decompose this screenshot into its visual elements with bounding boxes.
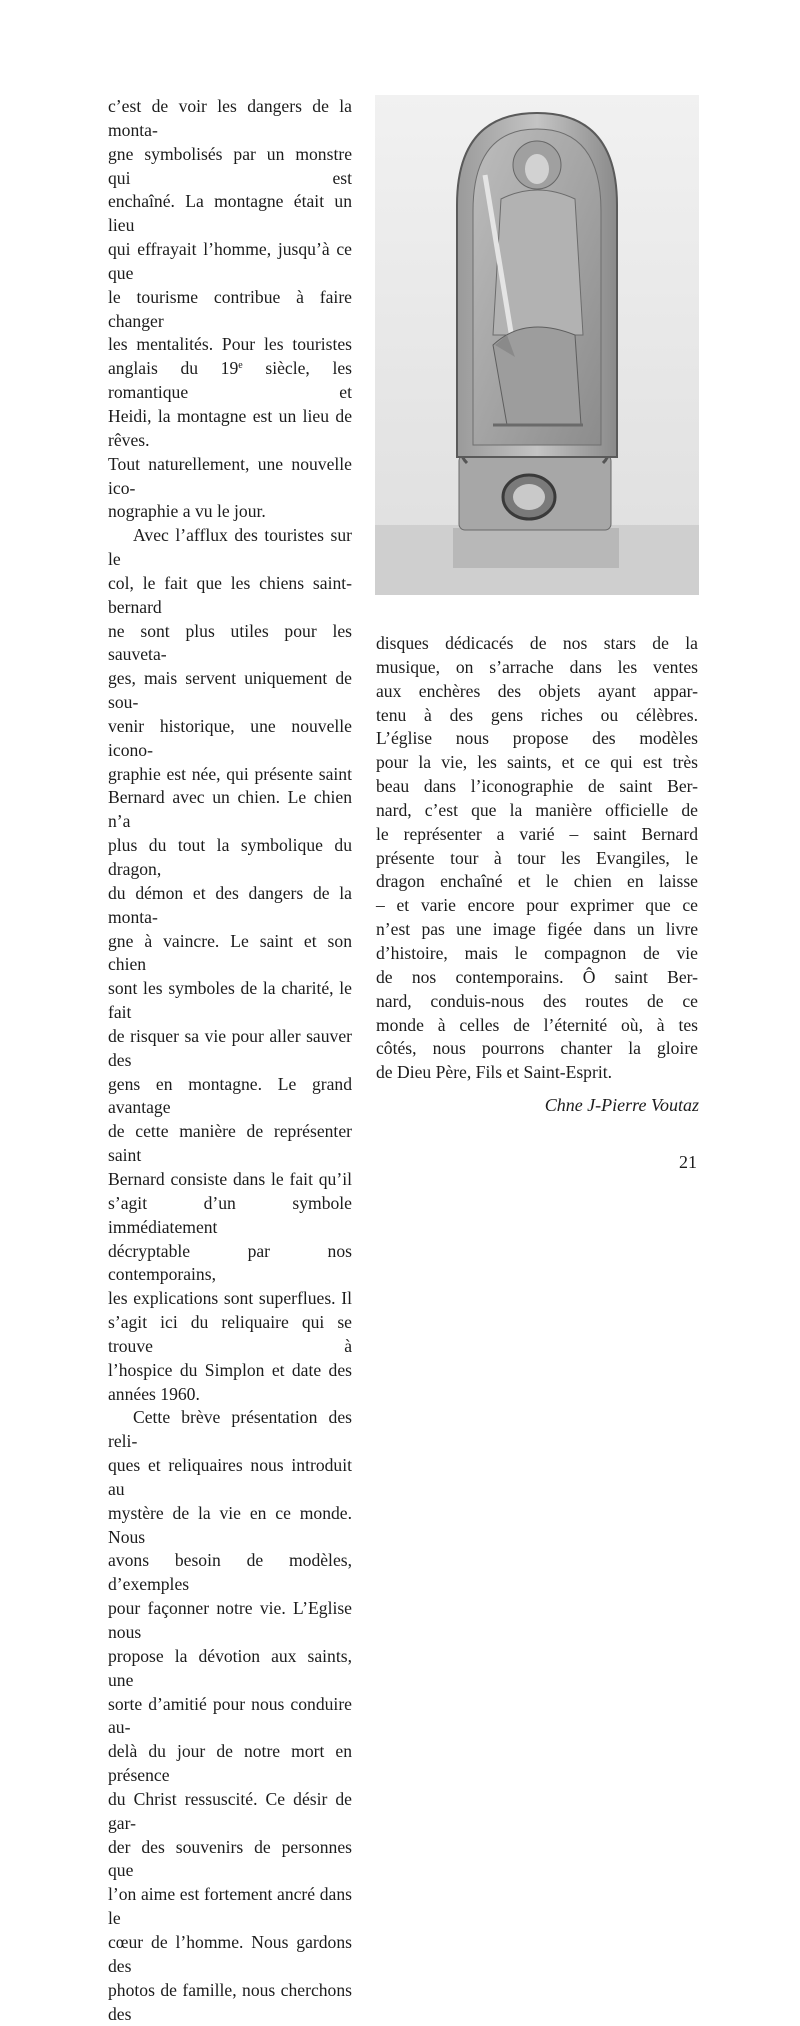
text-line: c’est de voir les dangers de la monta- bbox=[108, 96, 352, 140]
text-line: gne à vaincre. Le saint et son chien bbox=[108, 930, 352, 975]
text-line: l’on aime est fortement ancré dans le bbox=[108, 1884, 352, 1929]
text-line: aux enchères des objets ayant appar- bbox=[376, 680, 698, 701]
text-line: graphie est née, qui présente saint bbox=[108, 763, 352, 784]
left-text-column bbox=[108, 95, 352, 2026]
text-line: monde à celles de l’éternité où, à tes bbox=[376, 1014, 698, 1035]
paragraph-1 bbox=[108, 95, 352, 500]
text-line: nard, c’est que la manière officielle de bbox=[376, 799, 698, 820]
text-line: L’église nous propose des modèles bbox=[376, 728, 698, 749]
paragraph-4-last-line: de Dieu Père, Fils et Saint-Esprit. bbox=[376, 1062, 613, 1083]
text-line: présente tour à tour les Evangiles, le bbox=[376, 847, 698, 868]
text-line: sorte d’amitié pour nous conduire au- bbox=[108, 1693, 352, 1738]
text-line: Avec l’afflux des touristes sur le bbox=[108, 525, 352, 570]
text-line: de nos contemporains. Ô saint Ber- bbox=[376, 966, 698, 987]
text-line: pour façonner notre vie. L’Eglise nous bbox=[108, 1598, 352, 1642]
text-line: Tout naturellement, une nouvelle ico- bbox=[108, 453, 352, 498]
text-line: propose la dévotion aux saints, une bbox=[108, 1645, 352, 1690]
text-line: enchaîné. La montagne était un lieu bbox=[108, 191, 352, 236]
text-line: ques et reliquaires nous introduit au bbox=[108, 1455, 352, 1499]
paragraph-2-last-line: années 1960. bbox=[108, 1383, 200, 1404]
reliquary-photograph bbox=[375, 95, 699, 595]
text-line: pour la vie, les saints, et ce qui est très bbox=[376, 752, 698, 773]
text-line: der des souvenirs de personnes que bbox=[108, 1836, 352, 1881]
text-line: avons besoin de modèles, d’exemples bbox=[108, 1550, 352, 1595]
text-line: les mentalités. Pour les touristes bbox=[108, 334, 352, 355]
text-line: photos de famille, nous cherchons des bbox=[108, 1979, 352, 2024]
paragraph-1-last-line: nographie a vu le jour. bbox=[108, 501, 266, 522]
text-line: Cette brève présentation des reli- bbox=[108, 1407, 352, 1452]
text-line: mystère de la vie en ce monde. Nous bbox=[108, 1502, 352, 1547]
text-line: col, le fait que les chiens saint-bernard bbox=[108, 572, 352, 617]
text-line: gens en montagne. Le grand avantage bbox=[108, 1073, 352, 1118]
text-line: – et varie encore pour exprimer que ce bbox=[376, 895, 698, 916]
text-line: gne symbolisés par un monstre qui est bbox=[108, 143, 352, 188]
text-line: beau dans l’iconographie de saint Ber- bbox=[376, 776, 698, 797]
text-line: le tourisme contribue à faire changer bbox=[108, 286, 352, 331]
paragraph-4 bbox=[376, 632, 698, 1061]
text-line: disques dédicacés de nos stars de la bbox=[376, 633, 698, 653]
text-line: anglais du 19 bbox=[108, 358, 239, 379]
relic-glass bbox=[513, 484, 545, 510]
page-number: 21 bbox=[679, 1152, 697, 1172]
text-line: le représenter a varié – saint Bernard bbox=[376, 823, 698, 844]
text-line: qui effrayait l’homme, jusqu’à ce que bbox=[108, 239, 352, 283]
text-line: de risquer sa vie pour aller sauver des bbox=[108, 1025, 352, 1070]
text-line: tenu à des gens riches ou célèbres. bbox=[376, 704, 698, 725]
text-line: delà du jour de notre mort en présence bbox=[108, 1741, 352, 1786]
text-line: l’hospice du Simplon et date des bbox=[108, 1359, 352, 1380]
text-line: s’agit d’un symbole immédiatement bbox=[108, 1192, 352, 1237]
text-line: dragon enchaîné et le chien en laisse bbox=[376, 871, 698, 892]
text-line: cœur de l’homme. Nous gardons des bbox=[108, 1931, 352, 1976]
paragraph-3 bbox=[108, 1406, 352, 2026]
text-line: sont les symboles de la charité, le fait bbox=[108, 978, 352, 1023]
text-line: nard, conduis-nous des routes de ce bbox=[376, 990, 698, 1011]
stone-base bbox=[453, 528, 619, 568]
text-line: les explications sont superflues. Il bbox=[108, 1288, 352, 1309]
text-line: Heidi, la montagne est un lieu de rêves. bbox=[108, 405, 352, 450]
text-line: du démon et des dangers de la monta- bbox=[108, 882, 352, 927]
text-line: musique, on s’arrache dans les ventes bbox=[376, 656, 698, 677]
text-line: du Christ ressuscité. Ce désir de gar- bbox=[108, 1788, 352, 1833]
text-line: ne sont plus utiles pour les sauveta- bbox=[108, 620, 352, 665]
text-line: siècle, les romantique et bbox=[108, 358, 352, 403]
saint-face bbox=[525, 154, 549, 184]
text-line: ges, mais servent uniquement de sou- bbox=[108, 668, 352, 713]
text-line: de cette manière de représenter saint bbox=[108, 1121, 352, 1166]
text-line: Bernard consiste dans le fait qu’il bbox=[108, 1168, 352, 1189]
text-line: côtés, nous pourrons chanter la gloire bbox=[376, 1038, 698, 1059]
text-line: venir historique, une nouvelle icono- bbox=[108, 715, 352, 760]
text-line: n’est pas une image figée dans un livre bbox=[376, 919, 698, 940]
author-signature: Chne J-Pierre Voutaz bbox=[544, 1095, 699, 1115]
ordinal-superscript: e bbox=[238, 360, 243, 372]
text-line: d’histoire, mais le compagnon de vie bbox=[376, 942, 698, 963]
paragraph-2 bbox=[108, 524, 352, 1382]
text-line: décryptable par nos contemporains, bbox=[108, 1240, 352, 1285]
right-text-column bbox=[376, 632, 698, 1085]
text-line: Bernard avec un chien. Le chien n’a bbox=[108, 787, 352, 832]
text-line: s’agit ici du reliquaire qui se trouve à bbox=[108, 1312, 352, 1356]
text-line: plus du tout la symbolique du dragon, bbox=[108, 835, 352, 879]
